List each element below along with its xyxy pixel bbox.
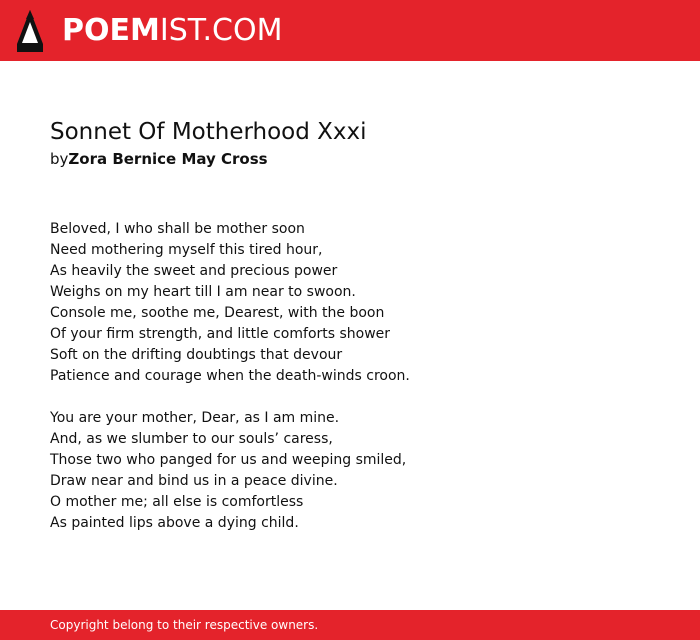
poem-line: You are your mother, Dear, as I am mine.	[50, 410, 340, 426]
poem-line: Those two who panged for us and weeping smiled,	[50, 452, 407, 468]
stanza-2	[50, 408, 410, 534]
author-name: Zora Bernice May Cross	[68, 150, 268, 168]
poem-title: Sonnet Of Motherhood Xxxi	[50, 119, 367, 145]
copyright-text: Copyright belong to their respective owners.	[50, 618, 319, 632]
by-label: by	[50, 150, 69, 168]
poem-line: As painted lips above a dying child.	[50, 515, 299, 531]
poem-line: As heavily the sweet and precious power	[50, 263, 338, 279]
poem-line: Soft on the drifting doubtings that devour	[50, 347, 343, 363]
logo-bold-text: POEM	[62, 13, 160, 48]
site-header	[0, 0, 700, 61]
poem-line: And, as we slumber to our souls’ caress,	[50, 431, 333, 447]
site-logo[interactable]	[62, 12, 282, 50]
poem-line: Console me, soothe me, Dearest, with the boon	[50, 305, 385, 321]
poem-line: Beloved, I who shall be mother soon	[50, 221, 305, 237]
byline	[50, 149, 268, 169]
poem-line: Patience and courage when the death-winds croon.	[50, 368, 410, 384]
poem-line: Draw near and bind us in a peace divine.	[50, 473, 338, 489]
poem-line: O mother me; all else is comfortless	[50, 494, 304, 510]
poem-line: Of your firm strength, and little comforts shower	[50, 326, 391, 342]
poem-body	[50, 219, 410, 555]
logo-light-text: IST.COM	[159, 13, 283, 48]
pencil-tip-icon[interactable]	[17, 10, 43, 52]
site-footer	[0, 610, 700, 640]
stanza-1	[50, 219, 410, 387]
poem-line: Weighs on my heart till I am near to swoon.	[50, 284, 356, 300]
poem-line: Need mothering myself this tired hour,	[50, 242, 323, 258]
